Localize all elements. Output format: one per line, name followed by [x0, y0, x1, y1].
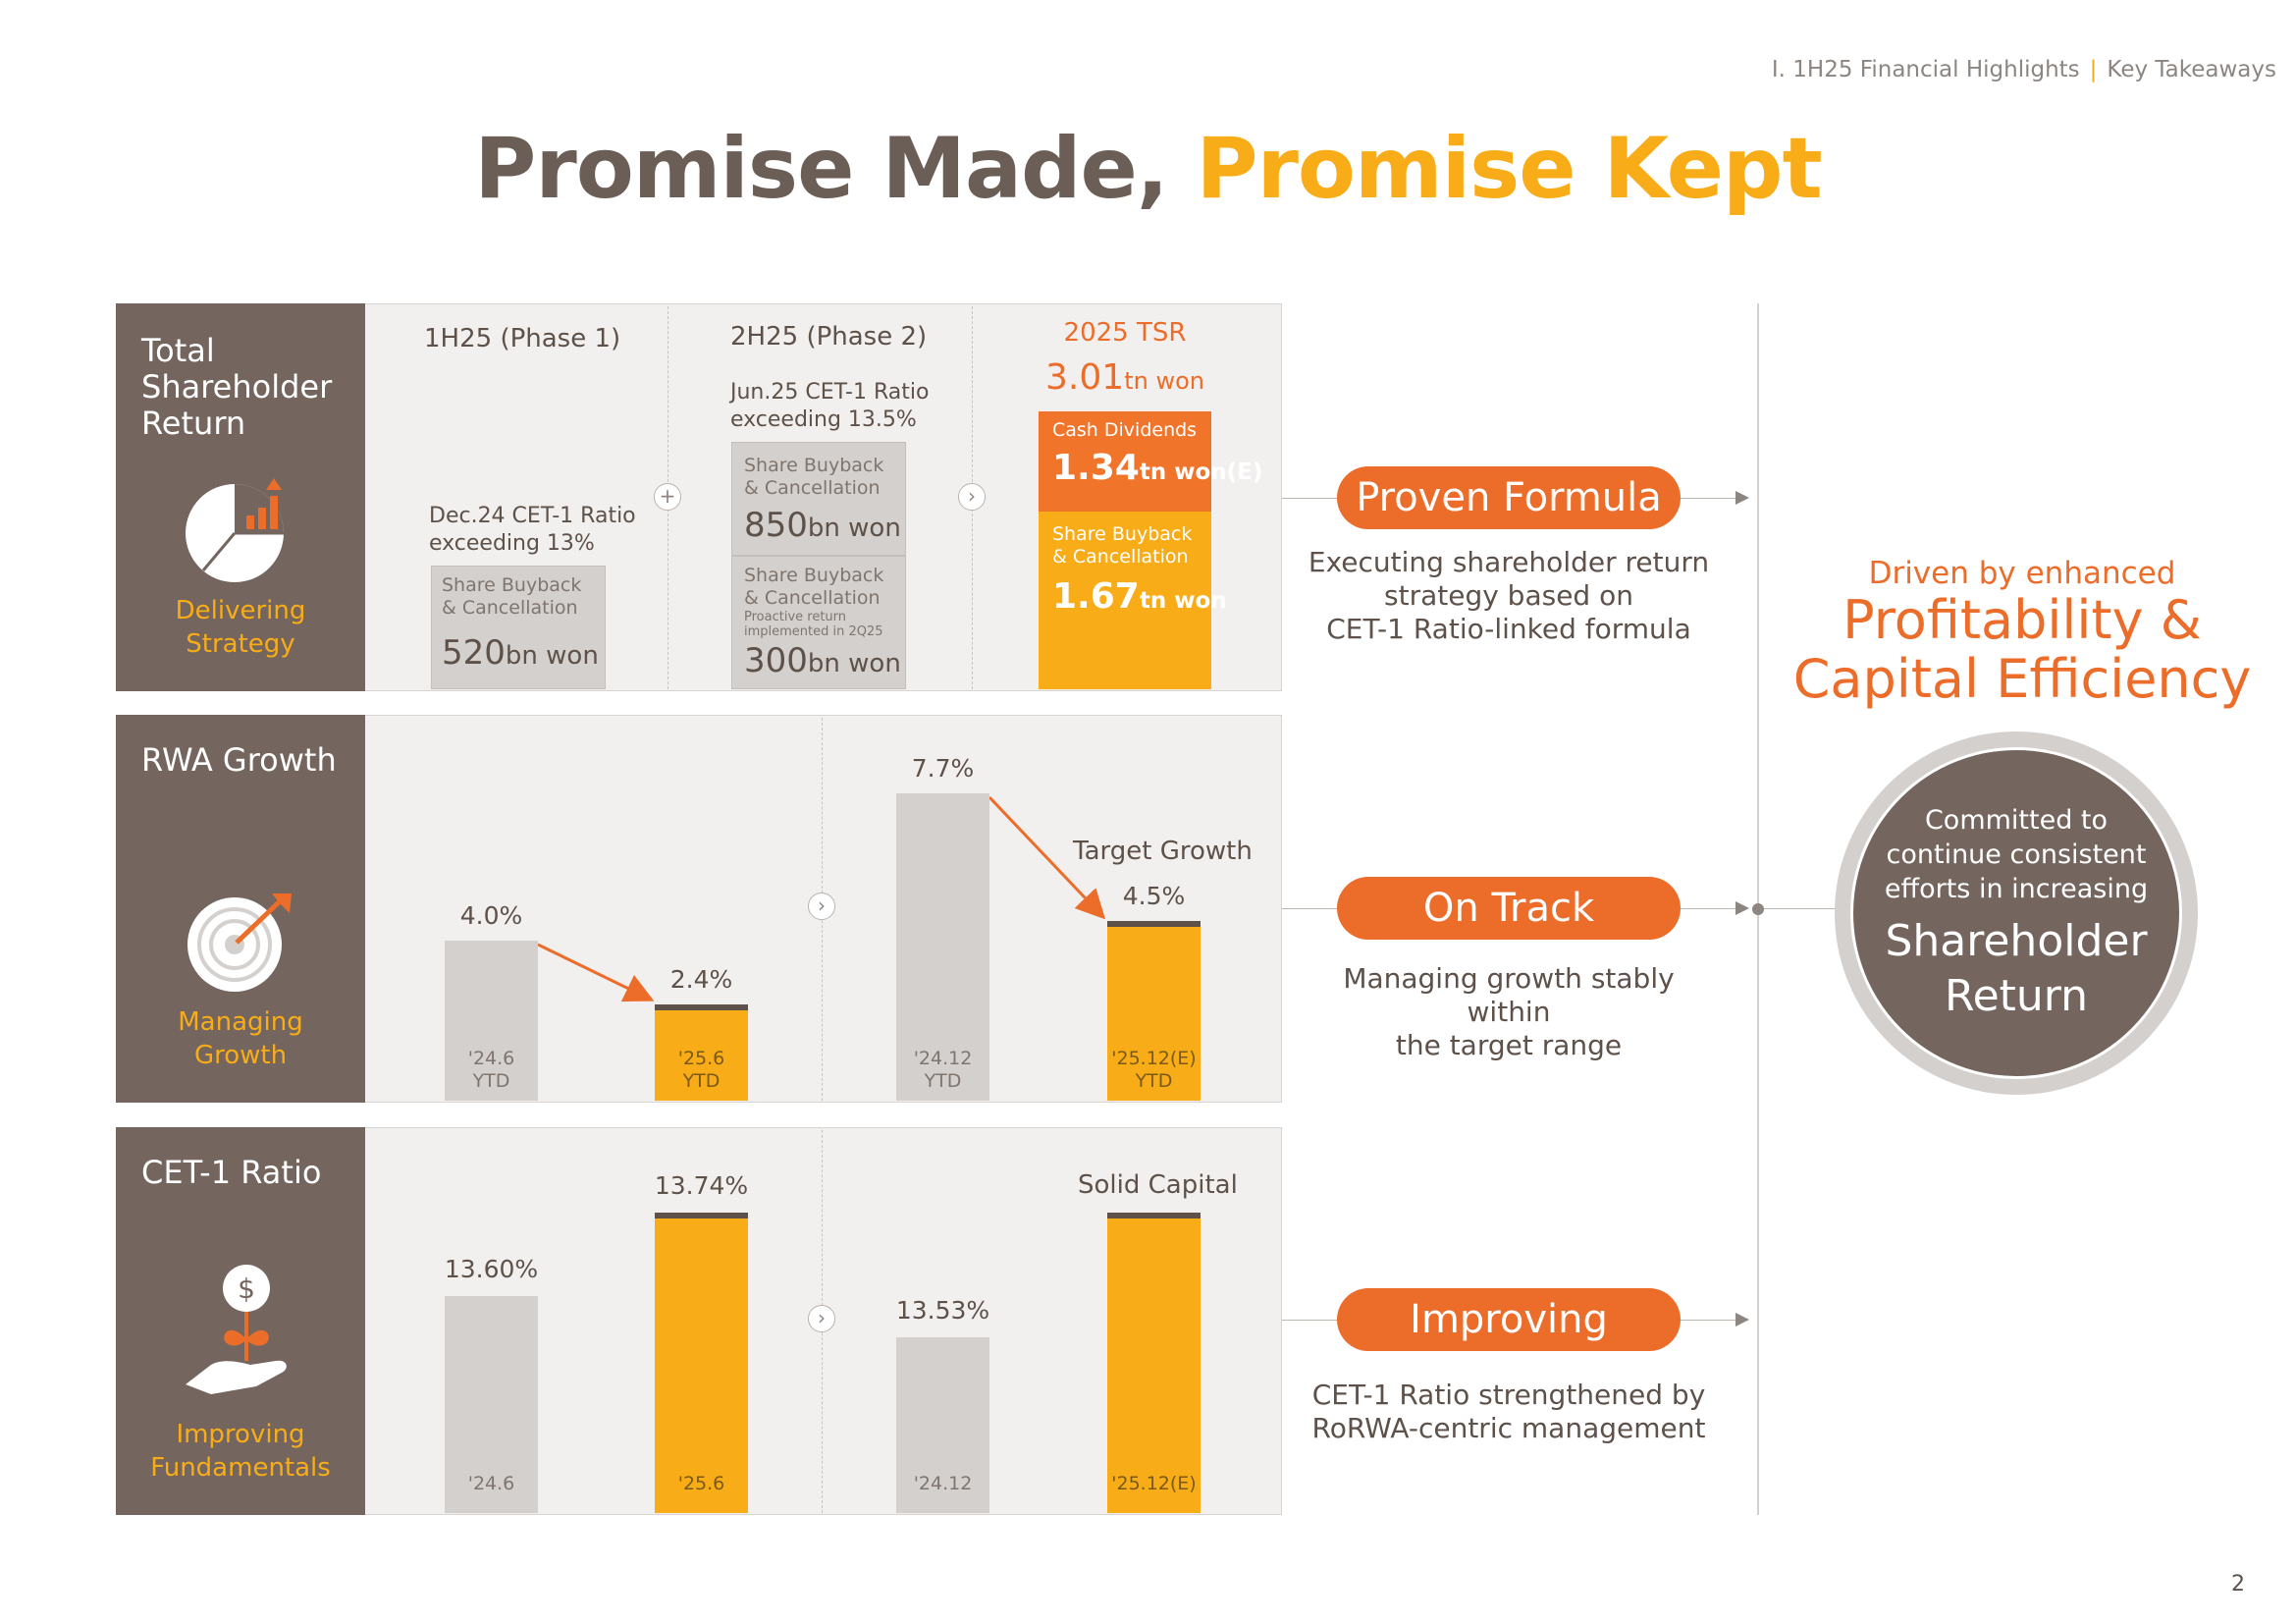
circle-text: efforts in increasing [1884, 873, 2149, 904]
desc-line: CET-1 Ratio strengthened by [1311, 1379, 1706, 1411]
rwa-bar [1107, 921, 1201, 1101]
rwa-trend-arrow [538, 945, 649, 999]
phase1-head: 1H25 (Phase 1) [424, 324, 621, 353]
cat-line: '25.6 [677, 1048, 725, 1069]
bar-category: '25.12(E) [1111, 1473, 1197, 1494]
cat-line: YTD [472, 1070, 510, 1092]
box-note: Proactive return [744, 610, 847, 624]
cet-bar [1107, 1213, 1201, 1513]
improving-desc [1303, 1379, 1715, 1445]
rwa-value-label: 2.4% [669, 965, 733, 994]
plus-icon: + [654, 483, 681, 511]
connector [1679, 498, 1737, 499]
bar-category [655, 1048, 748, 1093]
rwa-side-title: RWA Growth [141, 741, 337, 779]
target-growth-label: Target Growth [1073, 837, 1253, 866]
tsr-side-title-line: Return [141, 405, 246, 442]
cat-line: YTD [682, 1070, 721, 1092]
box-note: implemented in 2Q25 [744, 624, 883, 639]
value-number: 520 [442, 633, 506, 673]
rwa-value-label: 7.7% [911, 754, 975, 783]
cet-value-label: 13.60% [444, 1255, 539, 1283]
value-unit: tn won [1139, 588, 1227, 614]
proven-formula-pill: Proven Formula [1337, 466, 1681, 529]
cat-line: '24.6 [467, 1048, 515, 1069]
tsr-total-head: 2025 TSR [1063, 318, 1187, 348]
desc-line: strategy based on [1384, 579, 1633, 612]
cet-caption-line: Fundamentals [150, 1453, 331, 1483]
junction-dot [1752, 903, 1764, 915]
cat-line: '25.12(E) [1111, 1048, 1197, 1069]
box-label: & Cancellation [744, 477, 881, 499]
svg-text:$: $ [238, 1272, 255, 1305]
bar-category [1107, 1048, 1201, 1093]
arrow-right-icon [1735, 491, 1749, 505]
desc-line: Managing growth stably within [1343, 962, 1675, 1028]
proven-formula-desc [1303, 546, 1715, 646]
phase2-note-line: exceeding 13.5% [730, 407, 917, 432]
on-track-desc [1303, 962, 1715, 1062]
value-unit: bn won [505, 641, 599, 671]
circle-text: Committed to [1924, 804, 2109, 836]
title-part1: Promise Made, [474, 120, 1197, 218]
profitability-label: Profitability & [1842, 589, 2202, 651]
header-section: Ⅰ. 1H25 Financial Highlights [1771, 57, 2080, 82]
solid-capital-label: Solid Capital [1078, 1170, 1238, 1200]
rwa-bar [655, 1004, 748, 1101]
box-label: Share Buyback [744, 565, 884, 586]
value-number: 1.34 [1052, 448, 1140, 488]
cet-side-caption [116, 1418, 365, 1485]
cat-line: YTD [924, 1070, 962, 1092]
cet-value-label: 13.53% [895, 1296, 990, 1325]
on-track-pill: On Track [1337, 877, 1681, 940]
cet-value-label: 13.74% [654, 1171, 749, 1200]
box-label: Share Buyback [1052, 523, 1193, 545]
money-plant-icon [116, 1263, 365, 1410]
value-unit: tn won [1124, 367, 1204, 395]
improving-pill: Improving [1337, 1288, 1681, 1351]
cet-side [116, 1127, 365, 1515]
value-unit: tn won(E) [1139, 460, 1263, 485]
box-label: Cash Dividends [1052, 419, 1198, 441]
tsr-side-title-line: Shareholder [141, 368, 333, 406]
rwa-bar [896, 793, 989, 1101]
cat-line: '24.12 [913, 1048, 973, 1069]
circle-big-text: Shareholder [1885, 915, 2148, 966]
chevron-right-icon: › [958, 483, 986, 511]
cet-bar [445, 1296, 538, 1513]
commitment-circle [1835, 731, 2198, 1095]
rwa-caption-line: Managing [178, 1007, 303, 1037]
bar-category [896, 1048, 989, 1093]
desc-line: Executing shareholder return [1308, 546, 1710, 578]
tsr-caption-line: Strategy [186, 629, 295, 659]
phase1-note-line: Dec.24 CET-1 Ratio [429, 504, 636, 528]
phase2-head: 2H25 (Phase 2) [730, 322, 928, 352]
desc-line: CET-1 Ratio-linked formula [1326, 613, 1691, 645]
connector [1282, 1320, 1341, 1321]
box-label: & Cancellation [744, 587, 881, 609]
commitment-circle-inner [1850, 747, 2182, 1079]
rwa-value-label: 4.0% [459, 901, 523, 930]
bar-category: '24.6 [467, 1473, 515, 1494]
phase2-note-line: Jun.25 CET-1 Ratio [730, 380, 930, 405]
value-number: 850 [744, 506, 808, 545]
bar-category: '24.12 [913, 1473, 973, 1494]
value-number: 1.67 [1052, 576, 1140, 617]
cet-caption-line: Improving [176, 1420, 305, 1449]
page-number: 2 [2231, 1572, 2245, 1597]
connector [1757, 908, 1836, 909]
tsr-caption-line: Delivering [175, 596, 306, 625]
box-label: & Cancellation [442, 597, 578, 619]
value-number: 3.01 [1045, 357, 1125, 398]
chevron-right-icon: › [808, 893, 835, 920]
connector [1679, 1320, 1737, 1321]
desc-line: RoRWA-centric management [1311, 1412, 1706, 1444]
value-unit: bn won [807, 514, 901, 543]
value-number: 300 [744, 641, 808, 680]
cat-line: YTD [1135, 1070, 1173, 1092]
capital-efficiency-label: Capital Efficiency [1792, 648, 2252, 710]
cet-bar [896, 1337, 989, 1513]
title-part2: Promise Kept [1196, 120, 1822, 218]
box-label: Share Buyback [442, 574, 582, 596]
chevron-right-icon: › [808, 1305, 835, 1332]
circle-text: continue consistent [1886, 839, 2147, 870]
rwa-bar [445, 941, 538, 1101]
cet-side-title: CET-1 Ratio [141, 1154, 322, 1191]
bar-category: '25.6 [677, 1473, 725, 1494]
driven-by-label: Driven by enhanced [1868, 556, 2176, 591]
connector [1679, 908, 1737, 909]
value-unit: bn won [807, 649, 901, 678]
header-page-label: Key Takeaways [2107, 57, 2276, 82]
box-label: Share Buyback [744, 455, 884, 476]
bar-category [445, 1048, 538, 1093]
rwa-caption-line: Growth [193, 1041, 288, 1070]
arrow-right-icon [1735, 1313, 1749, 1326]
phase1-note-line: exceeding 13% [429, 531, 595, 556]
arrow-right-icon [1735, 901, 1749, 915]
rwa-value-label: 4.5% [1122, 882, 1186, 910]
circle-big-text: Return [1944, 970, 2088, 1021]
connector [1282, 498, 1341, 499]
connector [1282, 908, 1341, 909]
desc-line: the target range [1395, 1029, 1623, 1061]
box-label: & Cancellation [1052, 546, 1189, 568]
header-divider: | [2089, 57, 2098, 82]
tsr-side-title-line: Total [141, 332, 215, 369]
cet-bar [655, 1213, 748, 1513]
